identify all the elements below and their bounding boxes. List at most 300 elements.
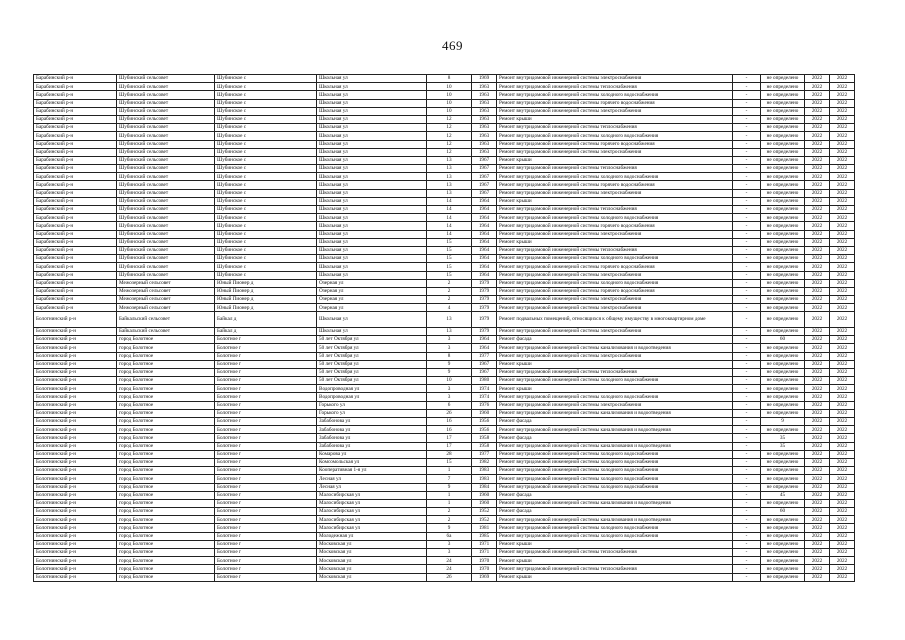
- end-year-cell: 2022: [830, 91, 855, 99]
- settlement-cell: город Болотное: [117, 409, 215, 417]
- district-cell: Барабинский р-н: [34, 214, 117, 222]
- work-type-cell: Ремонт крыши: [497, 540, 733, 548]
- settlement-cell: город Болотное: [117, 418, 215, 426]
- volume-cell: -: [733, 524, 761, 532]
- settlement-cell: город Болотное: [117, 475, 215, 483]
- work-type-cell: Ремонт внутридомовой инженерной системы теплоснабжения: [497, 206, 733, 214]
- street-cell: Школьная ул: [317, 246, 427, 254]
- street-cell: Школьная ул: [317, 173, 427, 181]
- work-type-cell: Ремонт внутридомовой инженерной системы холодного водоснабжения: [497, 524, 733, 532]
- volume-cell: -: [733, 206, 761, 214]
- table-row: [34, 540, 855, 548]
- work-type-cell: Ремонт внутридомовой инженерной системы канализования и водоотведения: [497, 426, 733, 434]
- work-type-cell: Ремонт внутридомовой инженерной системы холодного водоснабжения: [497, 467, 733, 475]
- locality-cell: Болотное г: [215, 540, 317, 548]
- year-cell: 1971: [472, 549, 497, 557]
- locality-cell: Болотное г: [215, 499, 317, 507]
- locality-cell: Байкал д: [215, 312, 317, 328]
- cost-cell: не определено: [761, 263, 805, 271]
- cost-cell: не определено: [761, 99, 805, 107]
- volume-cell: -: [733, 148, 761, 156]
- settlement-cell: Межозерный сельсовет: [117, 296, 215, 304]
- house-cell: 10: [427, 99, 472, 107]
- end-year-cell: 2022: [830, 475, 855, 483]
- year-cell: 1982: [472, 458, 497, 466]
- settlement-cell: Байкальский сельсовет: [117, 312, 215, 328]
- volume-cell: -: [733, 499, 761, 507]
- start-year-cell: 2022: [805, 327, 830, 335]
- street-cell: Школьная ул: [317, 263, 427, 271]
- volume-cell: -: [733, 312, 761, 328]
- street-cell: Школьная ул: [317, 75, 427, 83]
- end-year-cell: 2022: [830, 458, 855, 466]
- table-row: [34, 197, 855, 205]
- settlement-cell: город Болотное: [117, 573, 215, 581]
- year-cell: 1963: [472, 140, 497, 148]
- start-year-cell: 2022: [805, 409, 830, 417]
- street-cell: 50 лет Октября ул: [317, 344, 427, 352]
- volume-cell: -: [733, 418, 761, 426]
- year-cell: 1967: [472, 165, 497, 173]
- settlement-cell: Шубинский сельсовет: [117, 222, 215, 230]
- cost-cell: не определено: [761, 467, 805, 475]
- end-year-cell: 2022: [830, 206, 855, 214]
- district-cell: Барабинский р-н: [34, 181, 117, 189]
- district-cell: Болотнинский р-н: [34, 491, 117, 499]
- year-cell: 1976: [472, 401, 497, 409]
- settlement-cell: Шубинский сельсовет: [117, 206, 215, 214]
- house-cell: 8: [427, 75, 472, 83]
- settlement-cell: город Болотное: [117, 426, 215, 434]
- year-cell: 1964: [472, 255, 497, 263]
- cost-cell: не определено: [761, 173, 805, 181]
- work-type-cell: Ремонт внутридомовой инженерной системы канализования и водоотведения: [497, 409, 733, 417]
- end-year-cell: 2022: [830, 368, 855, 376]
- settlement-cell: Шубинский сельсовет: [117, 115, 215, 123]
- year-cell: 1963: [472, 124, 497, 132]
- district-cell: Болотнинский р-н: [34, 418, 117, 426]
- start-year-cell: 2022: [805, 377, 830, 385]
- table-row: [34, 508, 855, 516]
- volume-cell: -: [733, 508, 761, 516]
- street-cell: Школьная ул: [317, 91, 427, 99]
- work-type-cell: Ремонт внутридомовой инженерной системы канализования и водоотведения: [497, 442, 733, 450]
- work-type-cell: Ремонт внутридомовой инженерной системы канализования и водоотведения: [497, 499, 733, 507]
- volume-cell: -: [733, 573, 761, 581]
- table-row: [34, 115, 855, 123]
- settlement-cell: Шубинский сельсовет: [117, 140, 215, 148]
- work-type-cell: Ремонт внутридомовой инженерной системы холодного водоснабжения: [497, 377, 733, 385]
- table-row: [34, 75, 855, 83]
- locality-cell: Шубинское с: [215, 230, 317, 238]
- district-cell: Барабинский р-н: [34, 99, 117, 107]
- start-year-cell: 2022: [805, 99, 830, 107]
- district-cell: Болотнинский р-н: [34, 499, 117, 507]
- work-type-cell: Ремонт внутридомовой инженерной системы горячего водоснабжения: [497, 263, 733, 271]
- locality-cell: Болотное г: [215, 360, 317, 368]
- district-cell: Болотнинский р-н: [34, 312, 117, 328]
- table-row: [34, 524, 855, 532]
- end-year-cell: 2022: [830, 344, 855, 352]
- table-row: [34, 214, 855, 222]
- year-cell: 1979: [472, 287, 497, 295]
- start-year-cell: 2022: [805, 91, 830, 99]
- cost-cell: не определено: [761, 148, 805, 156]
- end-year-cell: 2022: [830, 573, 855, 581]
- volume-cell: -: [733, 483, 761, 491]
- locality-cell: Шубинское с: [215, 148, 317, 156]
- start-year-cell: 2022: [805, 426, 830, 434]
- locality-cell: Болотное г: [215, 450, 317, 458]
- end-year-cell: 2022: [830, 140, 855, 148]
- start-year-cell: 2022: [805, 263, 830, 271]
- volume-cell: -: [733, 434, 761, 442]
- district-cell: Болотнинский р-н: [34, 434, 117, 442]
- start-year-cell: 2022: [805, 206, 830, 214]
- volume-cell: -: [733, 516, 761, 524]
- district-cell: Барабинский р-н: [34, 173, 117, 181]
- end-year-cell: 2022: [830, 279, 855, 287]
- year-cell: 1963: [472, 83, 497, 91]
- locality-cell: Шубинское с: [215, 206, 317, 214]
- year-cell: 1967: [472, 173, 497, 181]
- end-year-cell: 2022: [830, 214, 855, 222]
- settlement-cell: город Болотное: [117, 549, 215, 557]
- settlement-cell: город Болотное: [117, 516, 215, 524]
- end-year-cell: 2022: [830, 173, 855, 181]
- year-cell: 1967: [472, 360, 497, 368]
- work-type-cell: Ремонт внутридомовой инженерной системы электроснабжения: [497, 401, 733, 409]
- year-cell: 1977: [472, 352, 497, 360]
- year-cell: 1964: [472, 230, 497, 238]
- street-cell: Школьная ул: [317, 107, 427, 115]
- table-row: [34, 573, 855, 581]
- cost-cell: не определено: [761, 327, 805, 335]
- work-type-cell: Ремонт внутридомовой инженерной системы электроснабжения: [497, 304, 733, 312]
- table-row: [34, 189, 855, 197]
- street-cell: Забабонова ул: [317, 426, 427, 434]
- street-cell: Московская ул: [317, 565, 427, 573]
- settlement-cell: Шубинский сельсовет: [117, 238, 215, 246]
- district-cell: Болотнинский р-н: [34, 336, 117, 344]
- cost-cell: не определено: [761, 255, 805, 263]
- start-year-cell: 2022: [805, 296, 830, 304]
- locality-cell: Шубинское с: [215, 222, 317, 230]
- table-row: [34, 491, 855, 499]
- house-cell: 16: [427, 418, 472, 426]
- volume-cell: -: [733, 360, 761, 368]
- table-row: [34, 360, 855, 368]
- table-row: [34, 549, 855, 557]
- start-year-cell: 2022: [805, 148, 830, 156]
- house-cell: 10: [427, 83, 472, 91]
- table-row: [34, 238, 855, 246]
- cost-cell: не определено: [761, 156, 805, 164]
- district-cell: Болотнинский р-н: [34, 540, 117, 548]
- settlement-cell: Межозерный сельсовет: [117, 279, 215, 287]
- work-type-cell: Ремонт внутридомовой инженерной системы горячего водоснабжения: [497, 287, 733, 295]
- table-row: [34, 434, 855, 442]
- volume-cell: -: [733, 263, 761, 271]
- house-cell: 12: [427, 115, 472, 123]
- cost-cell: не определено: [761, 549, 805, 557]
- end-year-cell: 2022: [830, 327, 855, 335]
- start-year-cell: 2022: [805, 524, 830, 532]
- work-type-cell: Ремонт внутридомовой инженерной системы холодного водоснабжения: [497, 532, 733, 540]
- district-cell: Барабинский р-н: [34, 148, 117, 156]
- table-row: [34, 230, 855, 238]
- work-type-cell: Ремонт внутридомовой инженерной системы электроснабжения: [497, 271, 733, 279]
- house-cell: 8: [427, 352, 472, 360]
- settlement-cell: Шубинский сельсовет: [117, 271, 215, 279]
- cost-cell: не определено: [761, 557, 805, 565]
- start-year-cell: 2022: [805, 156, 830, 164]
- cost-cell: не определено: [761, 499, 805, 507]
- locality-cell: Болотное г: [215, 532, 317, 540]
- settlement-cell: город Болотное: [117, 532, 215, 540]
- start-year-cell: 2022: [805, 565, 830, 573]
- locality-cell: Юный Пионер д: [215, 279, 317, 287]
- house-cell: 9: [427, 360, 472, 368]
- start-year-cell: 2022: [805, 222, 830, 230]
- volume-cell: -: [733, 327, 761, 335]
- locality-cell: Болотное г: [215, 401, 317, 409]
- house-cell: 12: [427, 124, 472, 132]
- end-year-cell: 2022: [830, 426, 855, 434]
- work-type-cell: Ремонт внутридомовой инженерной системы холодного водоснабжения: [497, 91, 733, 99]
- settlement-cell: город Болотное: [117, 508, 215, 516]
- locality-cell: Шубинское с: [215, 238, 317, 246]
- cost-cell: не определено: [761, 312, 805, 328]
- page-number: 469: [442, 38, 463, 53]
- settlement-cell: город Болотное: [117, 458, 215, 466]
- locality-cell: Шубинское с: [215, 132, 317, 140]
- end-year-cell: 2022: [830, 255, 855, 263]
- volume-cell: -: [733, 557, 761, 565]
- street-cell: Забабонова ул: [317, 418, 427, 426]
- volume-cell: -: [733, 156, 761, 164]
- district-cell: Барабинский р-н: [34, 140, 117, 148]
- table-row: [34, 385, 855, 393]
- street-cell: Озерная ул: [317, 304, 427, 312]
- volume-cell: -: [733, 296, 761, 304]
- table-row: [34, 368, 855, 376]
- house-cell: 13: [427, 327, 472, 335]
- street-cell: Горького ул: [317, 401, 427, 409]
- year-cell: 1964: [472, 238, 497, 246]
- start-year-cell: 2022: [805, 499, 830, 507]
- district-cell: Болотнинский р-н: [34, 426, 117, 434]
- street-cell: Малосибирская ул: [317, 516, 427, 524]
- year-cell: 1963: [472, 148, 497, 156]
- street-cell: Забабонова ул: [317, 434, 427, 442]
- work-type-cell: Ремонт фасада: [497, 418, 733, 426]
- locality-cell: Шубинское с: [215, 83, 317, 91]
- end-year-cell: 2022: [830, 132, 855, 140]
- year-cell: 1985: [472, 532, 497, 540]
- street-cell: Школьная ул: [317, 124, 427, 132]
- settlement-cell: город Болотное: [117, 467, 215, 475]
- table-row: [34, 124, 855, 132]
- locality-cell: Шубинское с: [215, 189, 317, 197]
- house-cell: 10: [427, 91, 472, 99]
- street-cell: Озерная ул: [317, 296, 427, 304]
- cost-cell: не определено: [761, 206, 805, 214]
- house-cell: 15: [427, 458, 472, 466]
- street-cell: Школьная ул: [317, 83, 427, 91]
- volume-cell: -: [733, 426, 761, 434]
- year-cell: 1979: [472, 304, 497, 312]
- work-type-cell: Ремонт внутридомовой инженерной системы электроснабжения: [497, 296, 733, 304]
- work-type-cell: Ремонт внутридомовой инженерной системы холодного водоснабжения: [497, 173, 733, 181]
- cost-cell: не определено: [761, 222, 805, 230]
- year-cell: 1956: [472, 418, 497, 426]
- house-cell: 13: [427, 312, 472, 328]
- settlement-cell: город Болотное: [117, 401, 215, 409]
- district-cell: Болотнинский р-н: [34, 377, 117, 385]
- work-type-cell: Ремонт внутридомовой инженерной системы холодного водоснабжения: [497, 475, 733, 483]
- cost-cell: не определено: [761, 573, 805, 581]
- locality-cell: Шубинское с: [215, 271, 317, 279]
- cost-cell: не определено: [761, 524, 805, 532]
- start-year-cell: 2022: [805, 467, 830, 475]
- start-year-cell: 2022: [805, 352, 830, 360]
- locality-cell: Болотное г: [215, 352, 317, 360]
- house-cell: 16: [427, 426, 472, 434]
- year-cell: 1963: [472, 107, 497, 115]
- street-cell: Комарова ул: [317, 450, 427, 458]
- volume-cell: -: [733, 401, 761, 409]
- locality-cell: Болотное г: [215, 426, 317, 434]
- locality-cell: Болотное г: [215, 377, 317, 385]
- volume-cell: -: [733, 442, 761, 450]
- table-row: [34, 377, 855, 385]
- district-cell: Барабинский р-н: [34, 132, 117, 140]
- cost-cell: не определено: [761, 124, 805, 132]
- house-cell: 9: [427, 368, 472, 376]
- table-row: [34, 296, 855, 304]
- house-cell: 2: [427, 287, 472, 295]
- settlement-cell: Шубинский сельсовет: [117, 189, 215, 197]
- house-cell: 1: [427, 499, 472, 507]
- volume-cell: -: [733, 549, 761, 557]
- street-cell: Школьная ул: [317, 238, 427, 246]
- cost-cell: не определено: [761, 475, 805, 483]
- end-year-cell: 2022: [830, 557, 855, 565]
- house-cell: 7: [427, 475, 472, 483]
- end-year-cell: 2022: [830, 271, 855, 279]
- table-row: [34, 173, 855, 181]
- settlement-cell: Шубинский сельсовет: [117, 132, 215, 140]
- cost-cell: не определено: [761, 214, 805, 222]
- start-year-cell: 2022: [805, 368, 830, 376]
- end-year-cell: 2022: [830, 222, 855, 230]
- table-row: [34, 263, 855, 271]
- locality-cell: Шубинское с: [215, 214, 317, 222]
- house-cell: 26: [427, 409, 472, 417]
- end-year-cell: 2022: [830, 491, 855, 499]
- cost-cell: не определено: [761, 458, 805, 466]
- volume-cell: -: [733, 83, 761, 91]
- work-type-cell: Ремонт внутридомовой инженерной системы канализования и водоотведения: [497, 344, 733, 352]
- end-year-cell: 2022: [830, 393, 855, 401]
- table-row: [34, 91, 855, 99]
- street-cell: Горького ул: [317, 409, 427, 417]
- start-year-cell: 2022: [805, 255, 830, 263]
- work-type-cell: Ремонт крыши: [497, 360, 733, 368]
- locality-cell: Болотное г: [215, 475, 317, 483]
- end-year-cell: 2022: [830, 483, 855, 491]
- start-year-cell: 2022: [805, 344, 830, 352]
- settlement-cell: город Болотное: [117, 377, 215, 385]
- settlement-cell: город Болотное: [117, 442, 215, 450]
- house-cell: 10: [427, 107, 472, 115]
- settlement-cell: Шубинский сельсовет: [117, 263, 215, 271]
- house-cell: 3: [427, 344, 472, 352]
- work-type-cell: Ремонт крыши: [497, 197, 733, 205]
- year-cell: 1958: [472, 442, 497, 450]
- work-type-cell: Ремонт крыши: [497, 156, 733, 164]
- table-row: [34, 475, 855, 483]
- volume-cell: -: [733, 197, 761, 205]
- street-cell: Школьная ул: [317, 156, 427, 164]
- settlement-cell: город Болотное: [117, 491, 215, 499]
- work-type-cell: Ремонт крыши: [497, 238, 733, 246]
- year-cell: 1977: [472, 450, 497, 458]
- locality-cell: Болотное г: [215, 418, 317, 426]
- district-cell: Болотнинский р-н: [34, 450, 117, 458]
- locality-cell: Байкал д: [215, 327, 317, 335]
- end-year-cell: 2022: [830, 377, 855, 385]
- volume-cell: -: [733, 475, 761, 483]
- volume-cell: -: [733, 99, 761, 107]
- start-year-cell: 2022: [805, 385, 830, 393]
- cost-cell: не определено: [761, 197, 805, 205]
- start-year-cell: 2022: [805, 287, 830, 295]
- end-year-cell: 2022: [830, 296, 855, 304]
- cost-cell: не определено: [761, 165, 805, 173]
- volume-cell: -: [733, 409, 761, 417]
- year-cell: 1958: [472, 434, 497, 442]
- table-row: [34, 409, 855, 417]
- volume-cell: -: [733, 230, 761, 238]
- cost-cell: не определено: [761, 140, 805, 148]
- start-year-cell: 2022: [805, 475, 830, 483]
- work-type-cell: Ремонт внутридомовой инженерной системы горячего водоснабжения: [497, 222, 733, 230]
- district-cell: Болотнинский р-н: [34, 360, 117, 368]
- year-cell: 1967: [472, 156, 497, 164]
- end-year-cell: 2022: [830, 75, 855, 83]
- volume-cell: -: [733, 458, 761, 466]
- district-cell: Болотнинский р-н: [34, 532, 117, 540]
- settlement-cell: Байкальский сельсовет: [117, 327, 215, 335]
- settlement-cell: город Болотное: [117, 450, 215, 458]
- cost-cell: не определено: [761, 238, 805, 246]
- table-row: [34, 279, 855, 287]
- district-cell: Барабинский р-н: [34, 287, 117, 295]
- settlement-cell: Шубинский сельсовет: [117, 124, 215, 132]
- work-type-cell: Ремонт внутридомовой инженерной системы теплоснабжения: [497, 368, 733, 376]
- end-year-cell: 2022: [830, 524, 855, 532]
- start-year-cell: 2022: [805, 124, 830, 132]
- locality-cell: Шубинское с: [215, 246, 317, 254]
- cost-cell: не определено: [761, 540, 805, 548]
- settlement-cell: город Болотное: [117, 434, 215, 442]
- settlement-cell: город Болотное: [117, 557, 215, 565]
- cost-cell: 60: [761, 508, 805, 516]
- work-type-cell: Ремонт фасада: [497, 508, 733, 516]
- start-year-cell: 2022: [805, 434, 830, 442]
